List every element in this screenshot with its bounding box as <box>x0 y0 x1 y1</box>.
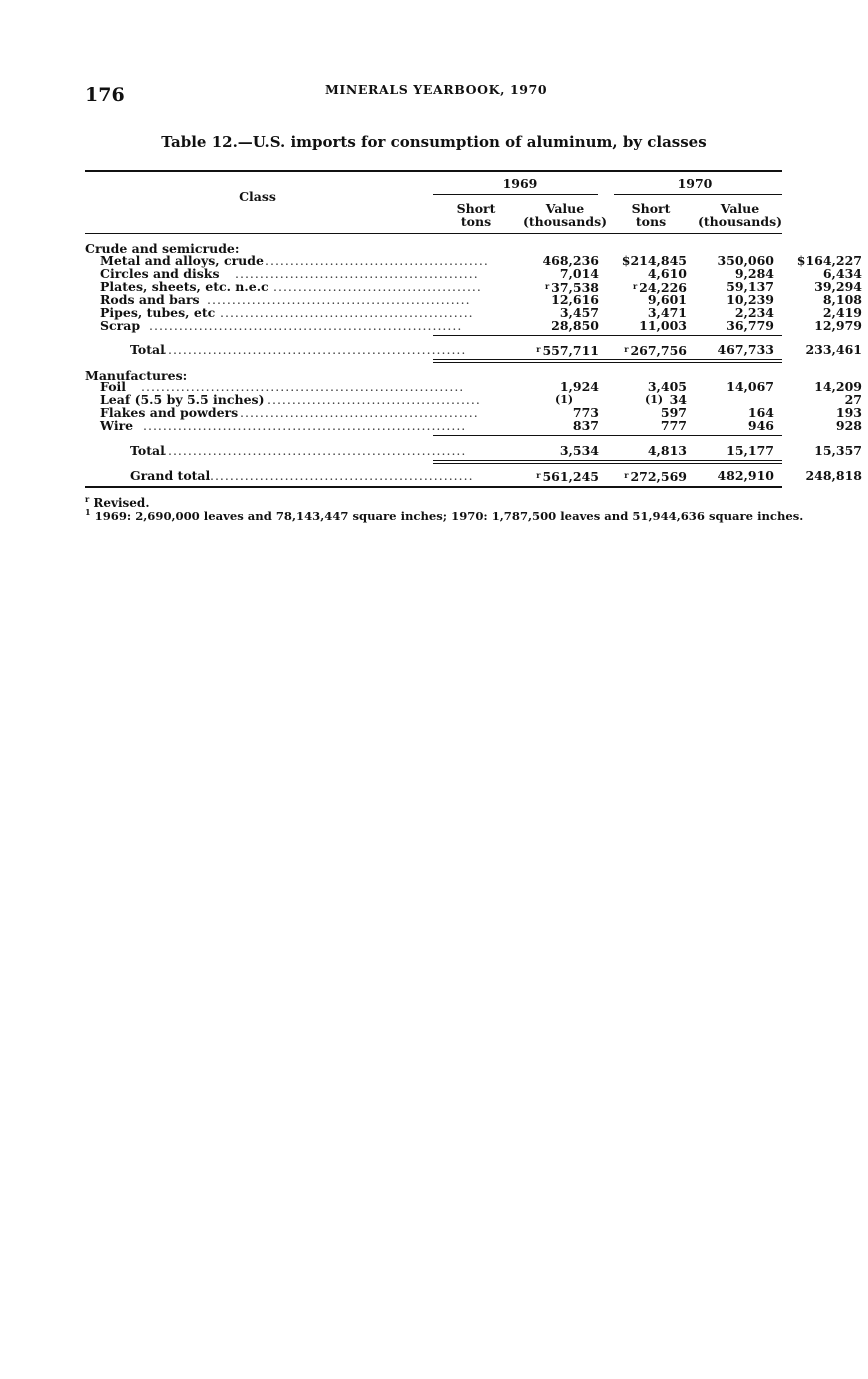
leader-dots: ............................................................. <box>163 443 467 458</box>
leader-dots: .......................................... <box>273 279 482 294</box>
cell: 837 <box>572 418 599 433</box>
cell-value: 557,711 <box>542 343 599 358</box>
header-line: Short <box>456 201 496 216</box>
cell: 39,294 <box>814 279 862 294</box>
cell: 928 <box>835 418 862 433</box>
row-label: Pipes, tubes, etc <box>100 305 216 320</box>
cell: 12,616 <box>551 292 599 307</box>
footnote-text: 1969: 2,690,000 leaves and 78,143,447 square inches; 1970: 1,787,500 leaves and 51,944,636 square inches. <box>94 508 804 523</box>
revised-mark: r <box>536 344 541 354</box>
cell: 11,003 <box>639 318 687 333</box>
table-title: Table 12.—U.S. imports for consumption of aluminum, by classes <box>161 133 707 151</box>
cell: 1,924 <box>559 379 599 394</box>
cell: 164 <box>747 405 774 420</box>
cell: (1) <box>645 393 664 406</box>
row-label: Leaf (5.5 by 5.5 inches) <box>100 392 265 407</box>
cell: 597 <box>660 405 687 420</box>
leader-dots: ............................................................. <box>163 342 467 357</box>
footnote-mark: 1 <box>85 507 91 517</box>
column-header-value-1970 <box>695 202 785 228</box>
cell: 350,060 <box>717 253 774 268</box>
cell: 12,979 <box>814 318 862 333</box>
cell: 59,137 <box>726 279 774 294</box>
header-line: tons <box>635 214 667 229</box>
cell: 3,534 <box>559 443 599 458</box>
leader-dots: ................................................ <box>240 405 479 420</box>
leader-dots: ...................................................... <box>205 468 474 483</box>
row-label: Wire <box>100 418 134 433</box>
year-1970-underline <box>614 194 782 195</box>
header-line: Value <box>720 201 760 216</box>
running-head: MINERALS YEARBOOK, 1970 <box>325 82 548 97</box>
cell: 9,284 <box>734 266 774 281</box>
column-header-class: Class <box>239 189 276 204</box>
cell: 15,177 <box>726 443 774 458</box>
row-label: Flakes and powders <box>100 405 239 420</box>
cell: 467,733 <box>717 342 774 357</box>
leader-dots: ..................................................... <box>207 292 471 307</box>
row-label: Scrap <box>100 318 141 333</box>
header-line: tons <box>460 214 492 229</box>
page-number: 176 <box>85 84 125 106</box>
year-1969-underline <box>433 194 598 195</box>
header-line: Value <box>545 201 585 216</box>
subtotal-rule <box>433 435 782 436</box>
revised-mark: r <box>536 470 541 480</box>
table-row-grand-total <box>85 468 862 484</box>
section-label: Manufactures: <box>85 368 188 383</box>
cell: 15,357 <box>814 443 862 458</box>
cell: 777 <box>660 418 687 433</box>
cell: 10,239 <box>726 292 774 307</box>
cell: 28,850 <box>551 318 599 333</box>
cell-value: 24,226 <box>639 280 687 295</box>
cell: 3,457 <box>559 305 599 320</box>
total-double-rule <box>433 362 782 363</box>
row-label: Metal and alloys, crude <box>100 253 264 268</box>
cell: 8,108 <box>822 292 862 307</box>
leader-dots: ............................................................... <box>149 318 463 333</box>
leader-dots: ........................................... <box>267 392 481 407</box>
table-row-total <box>85 342 862 358</box>
cell: 36,779 <box>726 318 774 333</box>
row-label: Plates, sheets, etc. n.e.c <box>100 279 269 294</box>
revised-mark: r <box>544 281 550 291</box>
footnote-mark: r <box>85 494 90 504</box>
cell: 2,419 <box>822 305 862 320</box>
header-bottom-rule <box>85 233 782 234</box>
column-header-1970: 1970 <box>677 176 713 191</box>
column-header-1969: 1969 <box>502 176 538 191</box>
cell: 14,209 <box>814 379 862 394</box>
cell: $164,227 <box>796 253 862 268</box>
cell: 482,910 <box>717 468 774 483</box>
leader-dots: ................................................................. <box>141 379 465 394</box>
table-bottom-rule <box>85 486 782 488</box>
row-label: Total <box>130 443 165 458</box>
cell: 468,236 <box>542 253 599 268</box>
grand-total-double-rule <box>433 463 782 464</box>
revised-mark: r <box>632 281 638 291</box>
footnote-text: Revised. <box>93 496 150 510</box>
column-header-short-tons-1970 <box>620 202 682 228</box>
row-label: Circles and disks <box>100 266 220 281</box>
cell: 3,405 <box>647 379 687 394</box>
row-label: Rods and bars <box>100 292 200 307</box>
cell-value: 267,756 <box>630 343 687 358</box>
cell: 7,014 <box>559 266 599 281</box>
cell-value: 37,538 <box>551 280 599 295</box>
row-label: Grand total <box>130 468 211 483</box>
table-row <box>85 418 862 433</box>
revised-mark: r <box>624 344 629 354</box>
cell: 2,234 <box>734 305 774 320</box>
cell: 773 <box>572 405 599 420</box>
subtotal-rule <box>433 335 782 336</box>
total-double-rule <box>433 359 782 360</box>
cell: 4,813 <box>647 443 687 458</box>
grand-total-double-rule <box>433 460 782 461</box>
table-top-rule <box>85 170 782 172</box>
row-label: Foil <box>100 379 127 394</box>
cell: 233,461 <box>805 342 862 357</box>
cell: (1) <box>555 393 574 406</box>
header-line: Short <box>631 201 671 216</box>
cell: 27 <box>844 392 862 407</box>
cell: 248,818 <box>805 468 862 483</box>
table-row-total <box>85 443 862 458</box>
cell: 193 <box>835 405 862 420</box>
cell: 3,471 <box>647 305 687 320</box>
footnote-1 <box>85 507 803 523</box>
cell: 6,434 <box>822 266 862 281</box>
header-line: (thousands) <box>522 214 608 229</box>
cell: 9,601 <box>647 292 687 307</box>
column-header-short-tons-1969 <box>445 202 507 228</box>
column-header-value-1969 <box>520 202 610 228</box>
cell: 34 <box>669 392 687 407</box>
leader-dots: ................................................. <box>235 266 479 281</box>
section-label: Crude and semicrude: <box>85 241 240 256</box>
leader-dots: ............................................. <box>265 253 489 268</box>
revised-mark: r <box>624 470 629 480</box>
row-label: Total <box>130 342 165 357</box>
cell: $214,845 <box>621 253 687 268</box>
cell-value: 272,569 <box>630 469 687 484</box>
header-line: (thousands) <box>697 214 783 229</box>
cell: 4,610 <box>647 266 687 281</box>
leader-dots: ................................................................. <box>143 418 467 433</box>
leader-dots: ................................................... <box>220 305 474 320</box>
table-row <box>85 318 862 333</box>
cell-value: 561,245 <box>542 469 599 484</box>
cell: 946 <box>747 418 774 433</box>
cell: 14,067 <box>726 379 774 394</box>
